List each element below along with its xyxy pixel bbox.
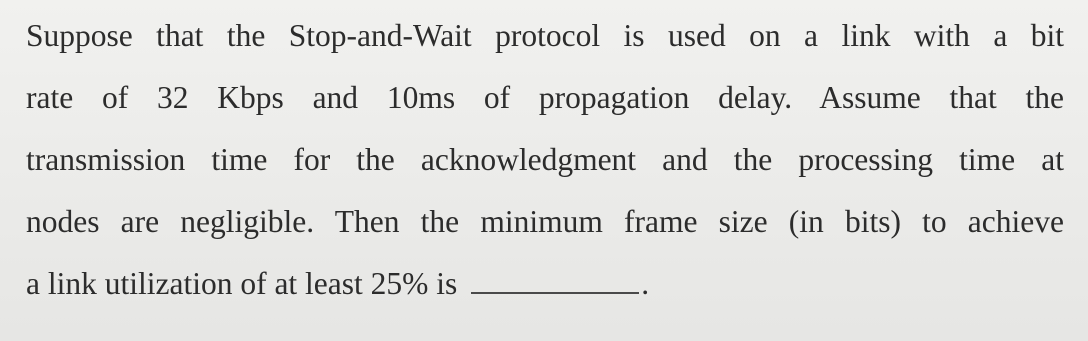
- question-line-5: [26, 262, 1064, 324]
- question-line-5-text: a link utilization of at least 25% is: [26, 266, 458, 301]
- question-line-4: nodes are negligible. Then the minimum frame size (in bits) to achieve: [26, 204, 1064, 239]
- answer-blank: [471, 266, 639, 294]
- question-line-1: Suppose that the Stop-and-Wait protocol is used on a link with a bit: [26, 18, 1064, 53]
- question-line-2: rate of 32 Kbps and 10ms of propagation delay. Assume that the: [26, 80, 1064, 115]
- sentence-period: .: [641, 266, 650, 301]
- question-line-3: transmission time for the acknowledgment and the processing time at: [26, 142, 1064, 177]
